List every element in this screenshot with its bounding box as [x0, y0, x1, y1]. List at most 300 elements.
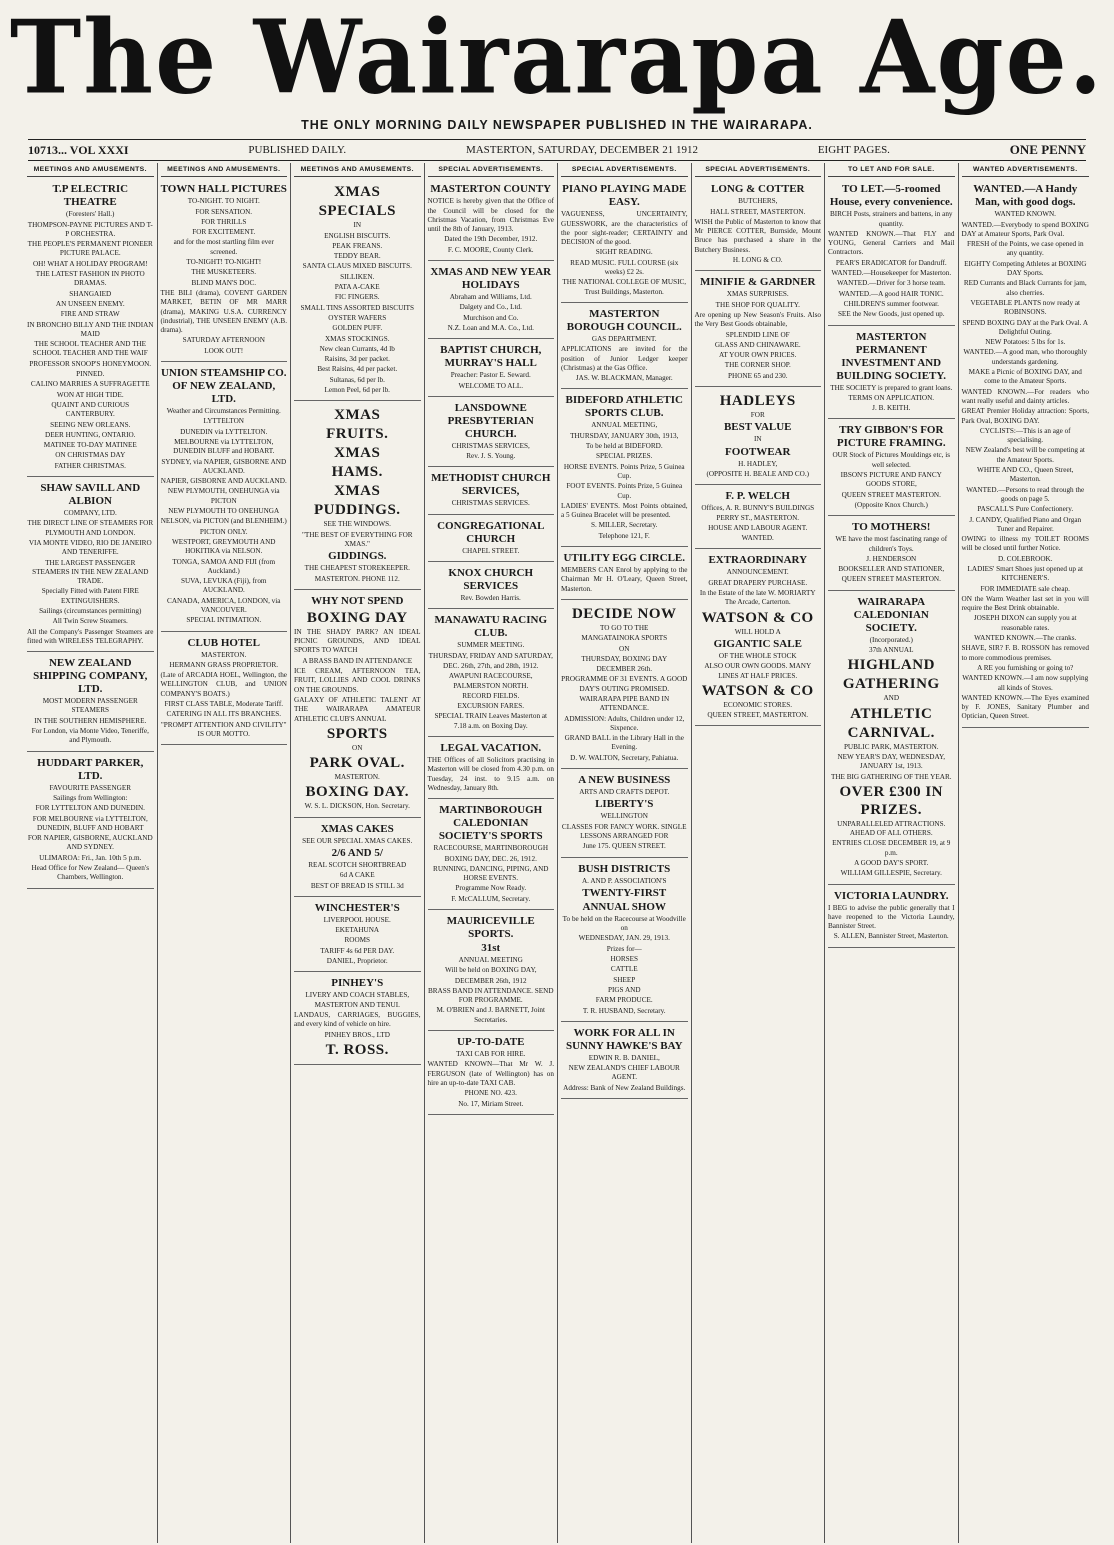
advertisement — [695, 273, 822, 387]
ad-line: UNPARALLELED ATTRACTIONS. AHEAD OF ALL OTHERS. — [837, 819, 946, 838]
column-header: MEETINGS AND AMUSEMENTS. — [27, 165, 154, 177]
ad-heading: WANTED.—A Handy Man, with good dogs. — [973, 183, 1078, 209]
ad-heading: XMAS — [334, 184, 381, 201]
ad-line: PEAR'S ERADICATOR for Dandruff. — [835, 258, 947, 267]
ad-line: NEW YEAR'S DAY, WEDNESDAY, JANUARY 1st, 1913. — [837, 752, 946, 771]
ad-line: SPORTS — [326, 725, 388, 742]
ad-line: ATHLETIC — [850, 705, 933, 722]
ad-line: Programme Now Ready. — [455, 884, 527, 893]
ad-heading: BUSH DISTRICTS — [578, 862, 671, 875]
ad-heading: MARTINBOROUGH CALEDONIAN SOCIETY'S SPORTS — [438, 804, 543, 843]
ad-line: BUTCHERS, — [738, 197, 778, 206]
volume-number: 10713... VOL XXXI — [28, 142, 129, 157]
ad-line: WAIRARAPA PIPE BAND IN ATTENDANCE. — [579, 694, 670, 713]
ad-line: WE have the most fascinating range of children's Toys. — [835, 535, 948, 553]
ad-line: TWENTY-FIRST — [582, 886, 667, 899]
advertisement — [428, 180, 555, 261]
ad-line: BOXING DAY — [306, 609, 408, 626]
ad-line: T. R. HUSBAND, Secretary. — [582, 1006, 666, 1015]
ad-line: SEEING NEW ORLEANS. — [50, 420, 131, 429]
ad-line: CHAPEL STREET. — [462, 546, 520, 555]
advertisement — [161, 364, 288, 632]
ad-line: DECEMBER 26th, 1912 — [454, 976, 527, 985]
ad-heading: F. P. WELCH — [725, 490, 790, 503]
ad-line: FOOT EVENTS. Points Prize, 5 Guinea Cup. — [566, 482, 683, 500]
column-6 — [692, 163, 826, 1543]
ad-line: T. ROSS. — [325, 1041, 389, 1058]
ad-line: WEDNESDAY, JAN. 29, 1913. — [578, 934, 670, 943]
page-count: EIGHT PAGES. — [817, 144, 890, 156]
ad-line: THE Offices of all Solicitors practising in Masterton will be closed from 4.30 p.m. on Tuesday, 24 inst. to 9.15 a.m. on Wednesday, January 8th. — [427, 756, 554, 792]
ad-line: LIBERTY'S — [595, 798, 654, 811]
ad-line: MANGATAINOKA SPORTS — [581, 634, 668, 643]
ad-line: SPECIALS — [318, 203, 396, 220]
ad-heading: KNOX CHURCH SERVICES — [448, 567, 534, 593]
ad-line: OF THE WHOLE STOCK — [718, 651, 797, 660]
ad-line: XMAS STOCKINGS. — [324, 334, 390, 343]
ad-line: Telephone 121, F. — [598, 531, 650, 540]
ad-line: WILL HOLD A — [734, 627, 781, 636]
advertisement — [428, 611, 555, 737]
ad-line: WANTED.—A good HAIR TONIC. — [838, 289, 944, 298]
ad-line: NEW Zealand's best will be competing at the Amateur Sports. — [965, 446, 1085, 464]
ad-line: Will be held on BOXING DAY, — [444, 966, 537, 975]
ad-line: No. 17, Miriam Street. — [458, 1099, 524, 1108]
ad-line: GOLDEN PUFF. — [332, 324, 383, 333]
ad-line: (Foresters' Hall.) — [66, 210, 115, 219]
ad-heading: MASTERTON PERMANENT INVESTMENT AND BUILDING SOCIETY. — [836, 330, 947, 382]
ad-line: FOR — [750, 411, 765, 420]
ad-line: VIA MONTE VIDEO, RIO DE JANEIRO AND TENERIFFE. — [28, 538, 152, 557]
ad-line: MASTERTON. PHONE 112. — [314, 574, 400, 583]
ad-line: New clean Currants, 4d lb — [319, 344, 395, 353]
ad-line: GATHERING — [842, 676, 940, 693]
ad-line: WELLINGTON — [600, 812, 648, 821]
advertisement — [294, 820, 421, 897]
ad-line: M. O'BRIEN and J. BARNETT, Joint Secretaries. — [436, 1006, 546, 1024]
ad-line: D. W. WALTON, Secretary, Pahiatua. — [570, 753, 679, 762]
ad-heading: T.P ELECTRIC THEATRE — [52, 183, 129, 209]
advertisement — [561, 391, 688, 547]
ad-heading: LONG & COTTER — [710, 183, 805, 196]
ad-line: XMAS — [334, 483, 381, 500]
ad-line: FAVOURITE PASSENGER — [49, 783, 132, 792]
ad-line: THE SOCIETY is prepared to grant loans. — [830, 383, 953, 392]
ad-line: PASCALL'S Pure Confectionery. — [977, 505, 1074, 514]
ad-line: WANTED. — [741, 534, 774, 543]
ad-line: WANTED.—Persons to read through the goods on page 5. — [966, 485, 1085, 503]
ad-heading: MAURICEVILLE SPORTS. — [446, 914, 535, 940]
masthead — [0, 0, 1114, 120]
ad-line: PEAK FREANS. — [332, 241, 383, 250]
ad-line: ADMISSION: Adults, Children under 12, Sixpence. — [564, 714, 685, 732]
ad-line: XMAS — [334, 445, 381, 462]
ad-line: Specially Fitted with Patent FIRE EXTINGUISHERS. — [41, 587, 139, 605]
ad-line: RACECOURSE, MARTINBOROUGH — [433, 844, 549, 853]
ad-line: GREAT DRAPERY PURCHASE. — [708, 578, 808, 587]
ad-line: PUBLIC PARK, MASTERTON. — [843, 742, 939, 751]
ad-line: SPECIAL INTIMATION. — [186, 616, 262, 625]
ad-heading: VICTORIA LAUNDRY. — [833, 889, 949, 902]
ad-line: HORSES — [610, 955, 639, 964]
ad-line: PIGS AND — [607, 985, 641, 994]
ad-line: PHONE NO. 423. — [464, 1089, 517, 1098]
ad-line: FARM PRODUCE. — [595, 996, 653, 1005]
ad-line: BOOKSELLER AND STATIONER, — [838, 565, 945, 574]
ad-line: GREAT Premier Holiday attraction: Sports, Park Oval, BOXING DAY. — [961, 407, 1089, 425]
column-header: SPECIAL ADVERTISEMENTS. — [428, 165, 555, 177]
ad-line: APPLICATIONS are invited for the position of Junior Ledger keeper (Christmas) at the Gas Office. — [561, 345, 688, 372]
ad-line: J. CANDY, Qualified Piano and Organ Tuner and Repairer. — [969, 515, 1082, 533]
ad-heading: HADLEYS — [719, 393, 796, 410]
ad-heading: BIDEFORD ATHLETIC SPORTS CLUB. — [565, 394, 683, 420]
ad-line: OUR Stock of Pictures Mouldings etc, is well selected. — [832, 451, 951, 469]
ad-line: Lemon Peel, 6d per lb. — [324, 386, 390, 395]
ad-line: WANTED KNOWN.—That FLY and YOUNG, General Carriers and Mail Contractors. — [828, 229, 955, 257]
ad-line: PROFESSOR SNOOP'S HONEYMOON. — [29, 359, 152, 368]
ad-line: THE BIG GATHERING OF THE YEAR. — [830, 772, 952, 781]
advertisement — [828, 328, 955, 420]
ad-line: XMAS SURPRISES. — [726, 290, 789, 299]
ad-line: AND — [883, 694, 900, 703]
ad-line: BOXING DAY. — [305, 784, 410, 801]
ad-line: THE MUSKETEERS. — [191, 268, 257, 277]
ad-line: WATSON & CO — [701, 609, 814, 626]
advertisement — [828, 887, 955, 948]
ad-line: 31st — [481, 941, 501, 954]
ad-heading: XMAS AND NEW YEAR HOLIDAYS — [430, 266, 552, 292]
ad-line: NEW ZEALAND'S CHIEF LABOUR AGENT. — [568, 1064, 680, 1082]
ad-line: SPECIAL TRAIN Leaves Masterton at 7.18 a.m. on Boxing Day. — [434, 712, 548, 730]
ad-line: THURSDAY, BOXING DAY — [581, 654, 668, 663]
ad-line: All Twin Screw Steamers. — [52, 617, 128, 626]
advertisement — [828, 421, 955, 516]
ad-line: WON AT HIGH TIDE. — [56, 390, 124, 399]
ad-heading: LEGAL VACATION. — [440, 742, 542, 755]
ad-line: Rev. J. S. Young. — [466, 452, 516, 461]
ad-line: CLASSES FOR FANCY WORK. SINGLE LESSONS ARRANGED FOR — [561, 822, 687, 840]
advertisement — [695, 180, 822, 271]
ad-line: WANTED KNOWN.—The cranks. — [974, 634, 1077, 643]
price: ONE PENNY — [1009, 142, 1086, 157]
ad-line: A BRASS BAND IN ATTENDANCE — [302, 656, 413, 665]
ad-line: CANADA, AMERICA, LONDON, via VANCOUVER. — [167, 596, 281, 614]
advertisement — [161, 634, 288, 746]
ad-line: MELBOURNE via LYTTELTON, DUNEDIN BLUFF and HOBART. — [173, 437, 275, 456]
newspaper-title: The Wairarapa Age. — [9, 0, 1105, 117]
ad-line: ON — [352, 743, 363, 752]
ad-line: THE BILI (drama), COVENT GARDEN MARKET, BETIN OF MR MARR (drama), MAKING U.S.A. CURRENCY (industrial), THE UNSEEN ENEMY (A.B. drama). — [160, 288, 287, 335]
advertisement — [695, 551, 822, 726]
ad-line: PINHEY BROS., LTD — [324, 1030, 390, 1039]
ad-line: THE CORNER SHOP. — [724, 361, 791, 370]
ad-line: All the Company's Passenger Steamers are fitted with WIRELESS TELEGRAPHY. — [27, 627, 154, 645]
ad-heading: WAIRARAPA CALEDONIAN SOCIETY. — [853, 595, 929, 634]
ad-line: FIC FINGERS. — [334, 293, 380, 302]
ad-line: HIGHLAND — [847, 657, 935, 674]
ad-line: IN — [353, 221, 362, 230]
advertisement — [27, 654, 154, 751]
ad-line: SEE THE WINDOWS. — [323, 520, 391, 529]
ad-line: Sultanas, 6d per lb. — [329, 375, 385, 384]
ad-line: NELSON, via PICTON (and BLENHEIM.) — [160, 517, 287, 526]
ad-line: LANDAUS, CARRIAGES, BUGGIES, and every kind of vehicle on hire. — [294, 1010, 421, 1029]
ad-line: WANTED.—Driver for 3 horse team. — [836, 279, 946, 288]
ad-line: ON — [619, 644, 630, 653]
ad-line: Sailings from Wellington: — [53, 793, 128, 802]
ad-line: THE LARGEST PASSENGER STEAMERS IN THE NEW ZEALAND TRADE. — [32, 558, 149, 586]
ad-heading: LANSDOWNE PRESBYTERIAN CHURCH. — [447, 401, 534, 440]
ad-line: BEST VALUE — [723, 421, 792, 434]
advertisement — [428, 341, 555, 397]
advertisement — [428, 801, 555, 910]
column-header: MEETINGS AND AMUSEMENTS. — [294, 165, 421, 177]
ad-line: WHITE AND CO., Queen Street, Masterton. — [977, 466, 1074, 484]
ad-line: OH! WHAT A HOLIDAY PROGRAM! — [32, 259, 148, 268]
ad-line: WANTED.—A good man, who thoroughly understands gardening. — [963, 348, 1088, 366]
ad-line: OWING to illness my TOILET ROOMS will be closed until further Notice. — [961, 535, 1089, 553]
ad-line: GIGANTIC SALE — [713, 637, 802, 650]
ad-line: RECORD FIELDS. — [462, 691, 520, 700]
ad-line: 2/6 AND 5/ — [331, 846, 383, 859]
ad-line: CATTLE — [610, 965, 638, 974]
ad-line: EDWIN R. B. DANIEL, — [588, 1053, 660, 1062]
ad-heading: MANAWATU RACING CLUB. — [434, 614, 548, 640]
ad-line: TONGA, SAMOA AND FIJI (from Auckland.) — [172, 557, 276, 575]
ad-heading: XMAS — [334, 407, 381, 424]
advertisement — [161, 180, 288, 362]
ad-line: Weather and Circumstances Permitting. — [166, 407, 281, 416]
ad-line: A. AND P. ASSOCIATION'S — [581, 876, 667, 885]
ad-line: CHRISTMAS SERVICES, — [451, 441, 530, 450]
ad-line: DUNEDIN via LYTTELTON. — [180, 427, 268, 436]
ad-line: QUAINT AND CURIOUS CANTERBURY. — [51, 400, 130, 419]
ad-line: DEC. 26th, 27th, and 28th, 1912. — [443, 661, 539, 670]
ad-line: SEE the New Goods, just opened up. — [837, 310, 945, 319]
ad-heading: WORK FOR ALL IN SUNNY HAWKE'S BAY — [565, 1026, 683, 1052]
ad-line: GRAND BALL in the Library Hall in the Evening. — [564, 734, 684, 752]
ad-line: PINNED. — [76, 370, 105, 379]
ad-line: ON the Warm Weather last set in you will require the Best Drink obtainable. — [961, 594, 1089, 613]
ad-line: LOOK OUT! — [204, 346, 244, 355]
ad-line: MASTERTON. — [334, 773, 380, 782]
ad-line: LYTTELTON — [203, 417, 244, 426]
ad-line: NEW PLYMOUTH TO ONEHUNGA — [168, 507, 280, 516]
ad-line: NEW PLYMOUTH, ONEHUNGA via PICTON — [167, 487, 280, 505]
ad-heading: TO LET.—5-roomed House, every convenience. — [829, 183, 953, 209]
ad-heading: TOWN HALL PICTURES — [160, 183, 287, 196]
ad-heading: PIANO PLAYING MADE EASY. — [562, 183, 687, 209]
ad-line: CHRISTMAS SERVICES. — [451, 499, 530, 508]
ad-line: Dated the 19th December, 1912. — [444, 235, 538, 244]
ad-line: ANNUAL SHOW — [582, 900, 666, 913]
ad-line: WANTED.—Everybody to spend BOXING DAY at Amateur Sports, Park Oval. — [961, 220, 1089, 238]
ad-line: FOR IMMEDIATE sale cheap. — [980, 584, 1070, 593]
ad-line: 6d A CAKE — [339, 871, 375, 880]
ad-line: HAMS. — [331, 464, 383, 481]
ad-line: THE SCHOOL TEACHER AND THE SCHOOL TEACHER AND THE WAIF — [32, 340, 148, 358]
ad-line: WISH the Public of Masterton to know that Mr PIERCE COTTER, Burnside, Mount Bruce has purchased a share in the Butchery Business. — [694, 217, 821, 254]
ad-line: GAS DEPARTMENT. — [591, 334, 657, 343]
ad-line: AWAPUNI RACECOURSE, PALMERSTON NORTH. — [448, 672, 533, 690]
ad-heading: SHAW SAVILL AND ALBION — [40, 482, 141, 508]
advertisement — [428, 564, 555, 609]
ad-line: ANNUAL MEETING — [458, 955, 523, 964]
ad-line: Head Office for New Zealand— Queen's Chambers, Wellington. — [31, 864, 149, 882]
ad-line: THOMPSON-PAYNE PICTURES AND T-P ORCHESTRA. — [27, 220, 153, 238]
ad-line: NEW Potatoes: 5 lbs for 1s. — [985, 338, 1066, 347]
advertisement — [27, 754, 154, 889]
ad-line: TO-NIGHT. TO NIGHT. — [187, 197, 260, 206]
ad-line: and for the most startling film ever screened. — [173, 238, 274, 256]
ad-line: SPECIAL PRIZES. — [596, 452, 653, 461]
ad-line: JAS. W. BLACKMAN, Manager. — [575, 374, 673, 383]
ad-line: TEDDY BEAR. — [333, 252, 381, 261]
ad-line: DANIEL, Proprietor. — [326, 957, 388, 966]
place-date: MASTERTON, SATURDAY, DECEMBER 21 1912 — [465, 144, 698, 156]
ad-line: QUEEN STREET, MASTERTON. — [707, 711, 809, 720]
ad-line: EKETAHUNA — [335, 926, 380, 935]
ad-line: VEGETABLE PLANTS now ready at ROBINSONS. — [970, 298, 1081, 317]
ad-line: TO GO TO THE — [600, 623, 649, 632]
ad-line: SPEND BOXING DAY at the Park Oval. A Delightful Outing. — [962, 318, 1089, 336]
column-header: TO LET AND FOR SALE. — [828, 165, 955, 177]
ad-line: FOR NAPIER, GISBORNE, AUCKLAND AND SYDNEY. — [27, 834, 153, 852]
published-notice: PUBLISHED DAILY. — [248, 144, 347, 156]
ad-line: MOST MODERN PASSENGER STEAMERS — [42, 697, 138, 715]
advertisement — [428, 739, 555, 799]
ad-line: H. HADLEY, — [738, 459, 778, 468]
ad-line: OYSTER WAFERS — [328, 313, 387, 322]
ad-line: S. ALLEN, Bannister Street, Masterton. — [833, 932, 949, 941]
ad-line: VAGUENESS, UNCERTAINTY, GUESSWORK, are the characteristics of the poor sight-reader; CERTAINTY and DECISION of the good. — [561, 210, 688, 247]
ad-line: 37th ANNUAL — [868, 646, 914, 655]
ad-line: Preacher: Pastor E. Seward. — [450, 371, 531, 380]
advertisement — [828, 593, 955, 885]
ad-line: PARK OVAL. — [309, 755, 405, 772]
ad-line: BEST OF BREAD IS STILL 3d — [310, 881, 404, 890]
ad-line: PICTON ONLY. — [199, 527, 248, 536]
ad-line: To be held on the Racecourse at Woodville on — [562, 914, 686, 933]
ad-line: IN THE SOUTHERN HEMISPHERE. — [34, 716, 147, 725]
ad-line: MAKE a Picnic of BOXING DAY, and come to the Amateur Sports. — [968, 368, 1082, 386]
ad-line: IN BRONCHO BILLY AND THE INDIAN MAID — [27, 320, 154, 338]
ad-line: SUVA, LEVUKA (Fiji), from AUCKLAND. — [180, 577, 267, 595]
ad-line: THE DIRECT LINE OF STEAMERS FOR PLYMOUTH AND LONDON. — [27, 519, 154, 537]
ad-line: (Incorporated.) — [869, 635, 913, 644]
ad-line: Are opening up New Season's Fruits. Also the Very Best Goods obtainable, — [694, 310, 821, 329]
ad-heading: UNION STEAMSHIP CO. OF NEW ZEALAND, LTD. — [160, 367, 287, 406]
ad-line: THURSDAY, JANUARY 30th, 1913, — [570, 431, 679, 440]
ad-line: WESTPORT, GREYMOUTH AND HOKITIKA via NELSON. — [172, 537, 276, 556]
ad-line: QUEEN STREET MASTERTON. — [841, 490, 941, 499]
ad-line: J. HENDERSON — [866, 554, 917, 563]
ad-line: JOSEPH DIXON can supply you at reasonable rates. — [973, 614, 1077, 632]
ad-line: MEMBERS CAN Enrol by applying to the Chairman Mr H. O'Leary, Queen Street, Masterton. — [561, 566, 688, 593]
advertisement — [561, 1024, 688, 1099]
ad-line: GLASS AND CHINAWARE. — [714, 340, 801, 349]
advertisement — [828, 518, 955, 590]
ad-line: EXCURSION FARES. — [457, 702, 525, 711]
advertisement — [962, 180, 1090, 727]
ad-line: Prizes for— — [606, 944, 642, 953]
ad-line: FOR SENSATION. — [195, 207, 253, 216]
ad-line: F. McCALLUM, Secretary. — [451, 894, 531, 903]
ad-line: IBSON'S PICTURE AND FANCY GOODS STORE, — [840, 471, 942, 489]
ad-line: WANTED KNOWN.—The Eyes examined by F. JONES, Sanitary Plumber and Optician, Queen Street. — [961, 693, 1089, 721]
advertisement — [428, 912, 555, 1031]
ad-line: PATA A-CAKE — [334, 283, 380, 292]
ad-heading: UP-TO-DATE — [457, 1036, 525, 1049]
column-8 — [959, 163, 1093, 1543]
ad-line: ICE CREAM, AFTERNOON TEA, FRUIT, LOLLIES AND COOL DRINKS ON THE GROUNDS. — [294, 667, 421, 694]
ad-line: F. C. MOORE, County Clerk. — [447, 245, 534, 254]
ad-heading: CONGREGATIONAL CHURCH — [437, 519, 545, 545]
advertisement — [428, 1033, 555, 1115]
ad-line: THE NATIONAL COLLEGE OF MUSIC, Trust Buildings, Masterton. — [562, 278, 687, 296]
ad-line: BIRCH Posts, strainers and battens, in any quantity. — [829, 210, 953, 228]
ad-heading: BAPTIST CHURCH, MURRAY'S HALL — [440, 344, 542, 370]
ad-line: IN — [753, 435, 762, 444]
advertisement — [561, 602, 688, 769]
ad-line: WANTED KNOWN.—I am now supplying all kinds of Stoves. — [962, 674, 1089, 692]
ad-line: WATSON & CO — [701, 682, 814, 699]
ad-line: LIVERY AND COACH STABLES, MASTERTON AND TENUI. — [305, 991, 410, 1009]
ad-heading: MINIFIE & GARDNER — [700, 276, 816, 289]
column-3 — [291, 163, 425, 1543]
ad-line: Sailings (circumstances permitting) — [39, 606, 142, 615]
ad-heading: DECIDE NOW — [571, 605, 677, 622]
column-1 — [24, 163, 158, 1543]
ad-line: WELCOME TO ALL. — [458, 381, 524, 390]
ad-line: SPLENDID LINE OF — [725, 330, 790, 339]
ad-heading: CLUB HOTEL — [187, 636, 260, 649]
ad-line: ALSO OUR OWN GOODS. MANY LINES AT HALF PRICES. — [704, 662, 812, 680]
ad-line: PHONE 65 and 230. — [728, 371, 788, 380]
column-header: SPECIAL ADVERTISEMENTS. — [561, 165, 688, 177]
ad-line: D. COLEBROOK. — [997, 554, 1053, 563]
column-area — [24, 163, 1092, 1543]
ad-line: BLIND MAN'S DOC. — [191, 278, 257, 287]
ad-line: ENTRIES CLOSE DECEMBER 19, at 9 p.m. — [832, 839, 951, 857]
advertisement — [428, 469, 555, 514]
ad-heading: WINCHESTER'S — [314, 901, 400, 914]
ad-line: SMALL TINS ASSORTED BISCUITS — [300, 303, 415, 312]
advertisement — [561, 305, 688, 389]
ad-line: SANTA CLAUS MIXED BISCUITS. — [302, 262, 412, 271]
advertisement — [828, 180, 955, 325]
ad-line: DEER HUNTING, ONTARIO. — [45, 430, 136, 439]
ad-line: QUEEN STREET MASTERTON. — [841, 575, 941, 584]
ad-line: FRUITS. — [326, 426, 389, 443]
ad-line: June 175. QUEEN STREET. — [582, 842, 666, 851]
advertisement — [27, 479, 154, 652]
ad-line: CYCLISTS:—This is an age of specialising. — [979, 426, 1071, 445]
ad-line: Offices, A. R. BUNNY'S BUILDINGS PERRY ST., MASTERTON. — [701, 504, 815, 522]
ad-line: (Late of ARCADIA HOEL, Wellington, the WELLINGTON CLUB, and UNION COMPANY'S BOATS.) — [160, 671, 287, 698]
ad-line: SEE OUR SPECIAL XMAS CAKES. — [302, 836, 413, 845]
ad-line: ARTS AND CRAFTS DEPOT. — [579, 788, 670, 797]
ad-line: Raisins, 3d per packet. — [324, 355, 390, 364]
ad-line: CATERING IN ALL ITS BRANCHES. — [166, 710, 282, 719]
ad-line: CALINO MARRIES A SUFFRAGETTE — [30, 380, 150, 389]
advertisement — [561, 860, 688, 1022]
ad-line: ROOMS — [344, 936, 371, 945]
ad-line: THE LATEST FASHION IN PHOTO DRAMAS. — [35, 270, 145, 288]
ad-line: (OPPOSITE H. BEALE AND CO.) — [706, 469, 810, 478]
ad-line: HOUSE AND LABOUR AGENT. — [708, 523, 808, 532]
ad-line: ANNOUNCEMENT. — [726, 568, 789, 577]
